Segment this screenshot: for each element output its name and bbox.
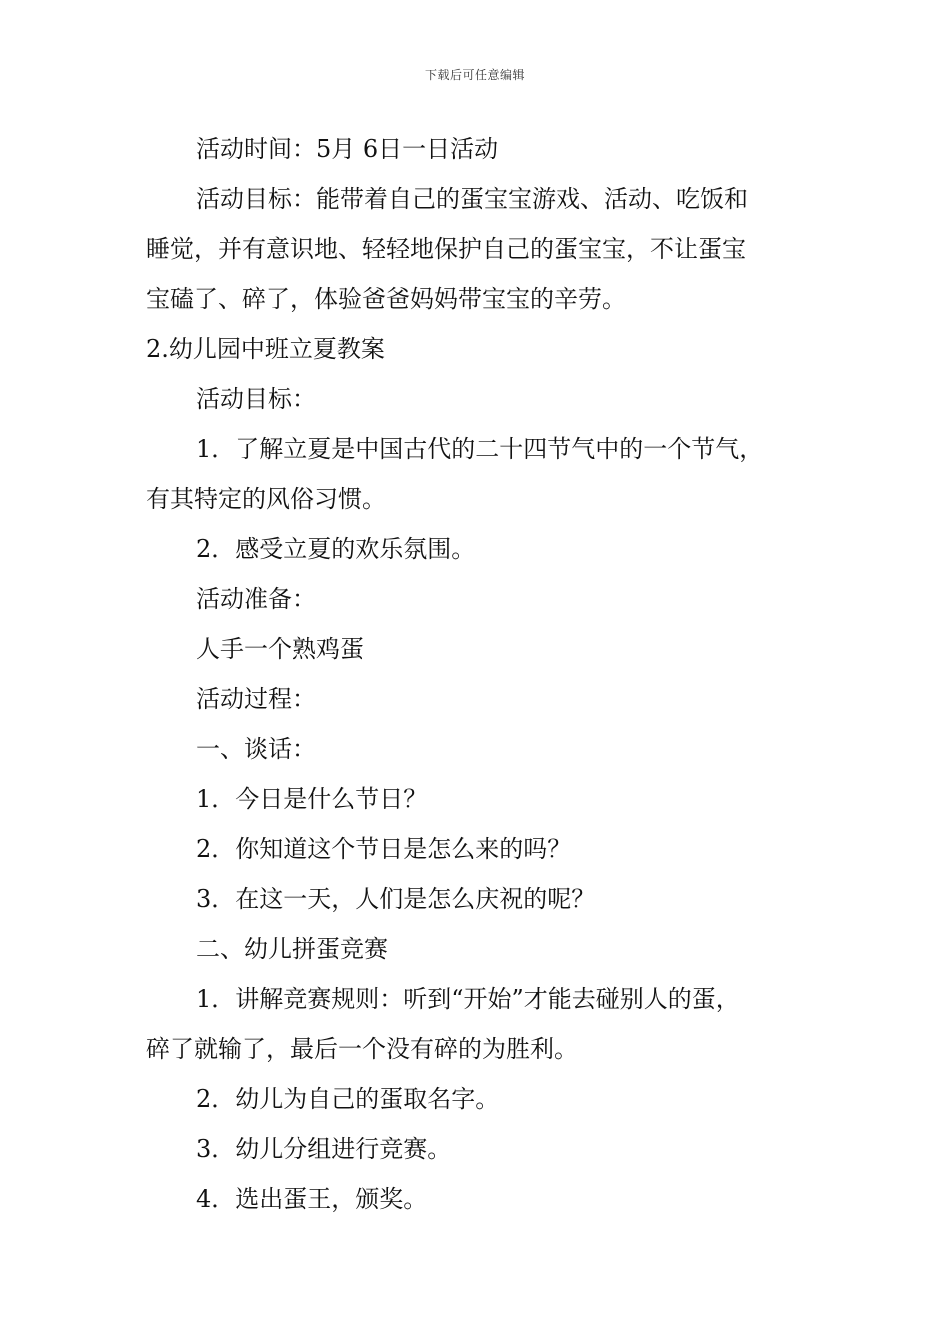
page-header-note: 下载后可任意编辑	[424, 68, 525, 82]
question-1: 1．今日是什么节日？	[196, 785, 428, 813]
part-1-title: 一、谈话：	[196, 735, 316, 763]
goal-item-2: 2．感受立夏的欢乐氛围。	[196, 535, 476, 563]
question-3: 3．在这一天，人们是怎么庆祝的呢？	[196, 885, 596, 913]
section-title: 2.幼儿园中班立夏教案	[146, 335, 385, 363]
step-3: 3．幼儿分组进行竞赛。	[196, 1135, 452, 1163]
goal-item-1-line-2: 有其特定的风俗习惯。	[146, 485, 386, 513]
prep-label: 活动准备：	[196, 585, 316, 613]
activity-time-line: 活动时间：5月 6日一日活动	[196, 135, 499, 163]
step-4: 4．选出蛋王，颁奖。	[196, 1185, 428, 1213]
goal-para-line-2: 睡觉，并有意识地、轻轻地保护自己的蛋宝宝，不让蛋宝	[146, 235, 746, 263]
goal-para-line-3: 宝磕了、碎了，体验爸爸妈妈带宝宝的辛劳。	[146, 285, 626, 313]
activity-goal-paragraph	[146, 174, 811, 324]
part-2-title: 二、幼儿拼蛋竞赛	[196, 935, 388, 963]
goal-item-1	[146, 424, 811, 524]
goals-label: 活动目标：	[196, 385, 316, 413]
step-2: 2．幼儿为自己的蛋取名字。	[196, 1085, 500, 1113]
document-body	[146, 124, 811, 1224]
prep-item: 人手一个熟鸡蛋	[196, 635, 364, 663]
goal-para-line-1: 活动目标：能带着自己的蛋宝宝游戏、活动、吃饭和	[196, 185, 748, 213]
process-label: 活动过程：	[196, 685, 316, 713]
competition-rule-line-2: 碎了就输了，最后一个没有碎的为胜利。	[146, 1035, 578, 1063]
question-2: 2．你知道这个节日是怎么来的吗？	[196, 835, 572, 863]
competition-rule	[146, 974, 811, 1074]
competition-rule-line-1: 1．讲解竞赛规则：听到“开始”才能去碰别人的蛋，	[196, 985, 740, 1013]
goal-item-1-line-1: 1．了解立夏是中国古代的二十四节气中的一个节气，	[196, 435, 764, 463]
